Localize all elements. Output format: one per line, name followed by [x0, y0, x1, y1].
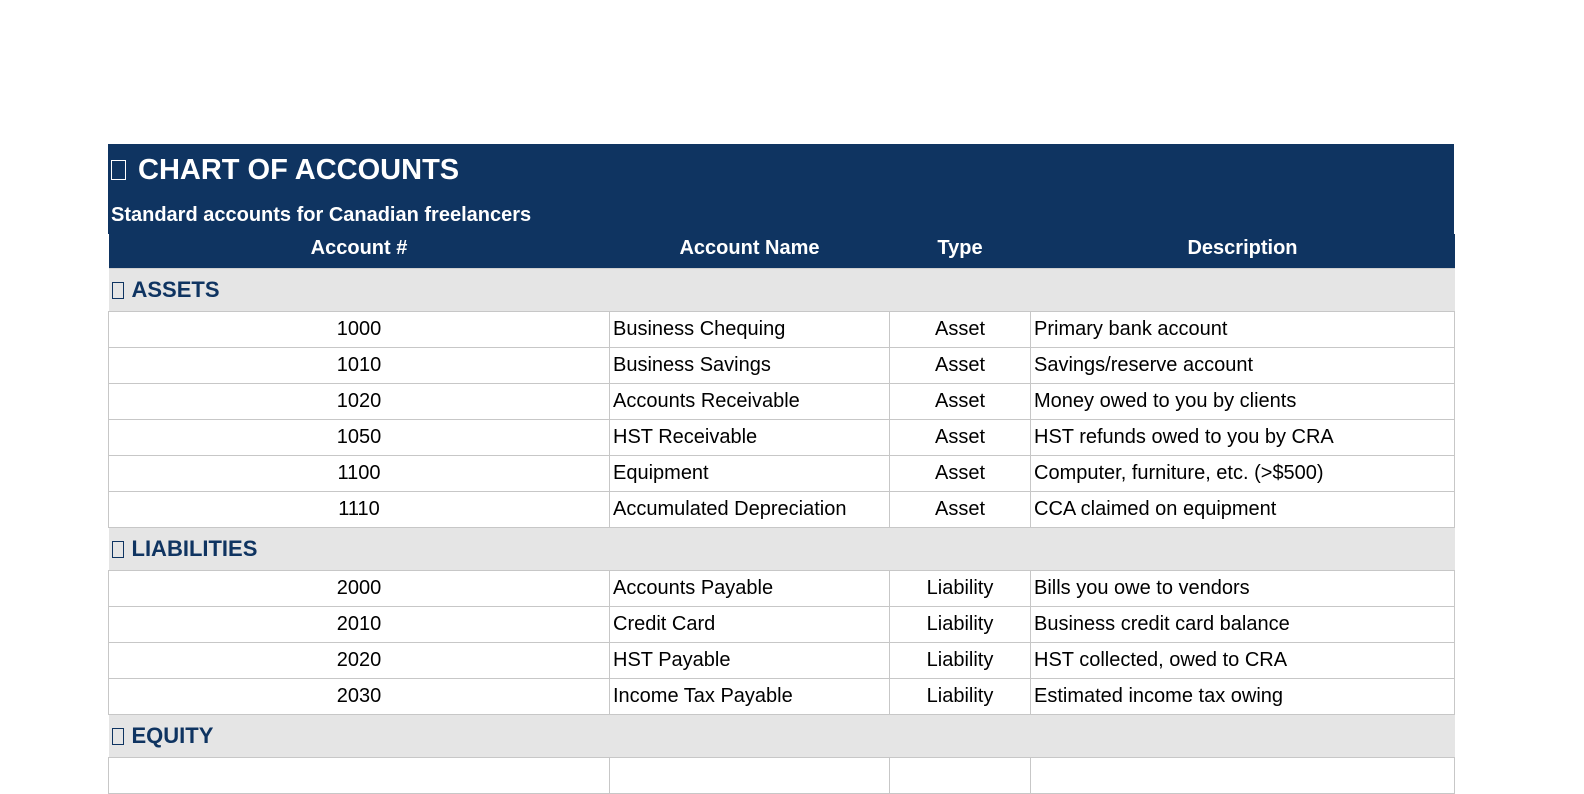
account-type-cell[interactable]: Asset: [890, 347, 1031, 383]
section-header-assets[interactable]: [109, 268, 1455, 311]
account-number-cell[interactable]: 2030: [109, 678, 610, 714]
section-label-cell[interactable]: [109, 527, 1455, 570]
table-row[interactable]: [109, 347, 1455, 383]
table-row[interactable]: [109, 419, 1455, 455]
header-row: [109, 234, 1455, 268]
account-name-cell[interactable]: Credit Card: [610, 606, 890, 642]
account-description-cell[interactable]: Primary bank account: [1031, 311, 1455, 347]
sheet-title-text: CHART OF ACCOUNTS: [138, 153, 460, 186]
account-type-cell[interactable]: Asset: [890, 419, 1031, 455]
sheet-title: [108, 144, 1454, 196]
account-name-cell[interactable]: Accounts Receivable: [610, 383, 890, 419]
account-name-cell[interactable]: Income Tax Payable: [610, 678, 890, 714]
account-number-cell[interactable]: 1020: [109, 383, 610, 419]
account-description-cell[interactable]: HST collected, owed to CRA: [1031, 642, 1455, 678]
sheet-subtitle: Standard accounts for Canadian freelancers: [111, 203, 532, 226]
section-label: ASSETS: [131, 276, 220, 302]
table-row[interactable]: [109, 606, 1455, 642]
account-number-cell[interactable]: 2010: [109, 606, 610, 642]
accounts-table: [108, 234, 1455, 794]
account-type-cell[interactable]: Asset: [890, 311, 1031, 347]
title-band: [108, 144, 1454, 234]
account-type-cell[interactable]: Asset: [890, 491, 1031, 527]
account-name-cell[interactable]: Equipment: [610, 455, 890, 491]
table-row[interactable]: [109, 570, 1455, 606]
col-header-account-name[interactable]: Account Name: [610, 234, 890, 268]
table-row[interactable]: [109, 491, 1455, 527]
account-number-cell[interactable]: 2000: [109, 570, 610, 606]
missing-glyph-icon: [112, 541, 124, 558]
table-row[interactable]: [109, 455, 1455, 491]
section-label: EQUITY: [131, 722, 214, 748]
account-description-cell[interactable]: Bills you owe to vendors: [1031, 570, 1455, 606]
account-description-cell[interactable]: Computer, furniture, etc. (>$500): [1031, 455, 1455, 491]
account-name-cell[interactable]: Business Savings: [610, 347, 890, 383]
missing-glyph-icon: [112, 728, 124, 745]
missing-glyph-icon: [111, 160, 126, 180]
account-number-cell[interactable]: 1110: [109, 491, 610, 527]
account-type-cell[interactable]: [890, 757, 1031, 793]
account-type-cell[interactable]: Liability: [890, 606, 1031, 642]
table-row[interactable]: [109, 757, 1455, 793]
account-description-cell[interactable]: Money owed to you by clients: [1031, 383, 1455, 419]
section-label: LIABILITIES: [131, 535, 258, 561]
account-type-cell[interactable]: Liability: [890, 678, 1031, 714]
account-description-cell[interactable]: HST refunds owed to you by CRA: [1031, 419, 1455, 455]
section-header-liabilities[interactable]: [109, 527, 1455, 570]
account-description-cell[interactable]: Business credit card balance: [1031, 606, 1455, 642]
account-name-cell[interactable]: Business Chequing: [610, 311, 890, 347]
account-name-cell[interactable]: Accounts Payable: [610, 570, 890, 606]
account-number-cell[interactable]: 1100: [109, 455, 610, 491]
account-type-cell[interactable]: Liability: [890, 570, 1031, 606]
missing-glyph-icon: [112, 282, 124, 299]
table-row[interactable]: [109, 678, 1455, 714]
account-type-cell[interactable]: Asset: [890, 383, 1031, 419]
account-type-cell[interactable]: Liability: [890, 642, 1031, 678]
account-type-cell[interactable]: Asset: [890, 455, 1031, 491]
col-header-type[interactable]: Type: [890, 234, 1031, 268]
account-name-cell[interactable]: Accumulated Depreciation: [610, 491, 890, 527]
section-label-cell[interactable]: [109, 268, 1455, 311]
chart-of-accounts-sheet: [108, 144, 1454, 794]
table-row[interactable]: [109, 383, 1455, 419]
account-number-cell[interactable]: 1050: [109, 419, 610, 455]
account-name-cell[interactable]: HST Payable: [610, 642, 890, 678]
account-description-cell[interactable]: [1031, 757, 1455, 793]
section-label-cell[interactable]: [109, 714, 1455, 757]
account-number-cell[interactable]: 1010: [109, 347, 610, 383]
account-description-cell[interactable]: Savings/reserve account: [1031, 347, 1455, 383]
account-description-cell[interactable]: Estimated income tax owing: [1031, 678, 1455, 714]
col-header-account-number[interactable]: Account #: [109, 234, 610, 268]
section-header-equity[interactable]: [109, 714, 1455, 757]
account-name-cell[interactable]: HST Receivable: [610, 419, 890, 455]
table-row[interactable]: [109, 311, 1455, 347]
col-header-description[interactable]: Description: [1031, 234, 1455, 268]
account-number-cell[interactable]: 1000: [109, 311, 610, 347]
account-name-cell[interactable]: [610, 757, 890, 793]
table-row[interactable]: [109, 642, 1455, 678]
account-number-cell[interactable]: [109, 757, 610, 793]
account-description-cell[interactable]: CCA claimed on equipment: [1031, 491, 1455, 527]
account-number-cell[interactable]: 2020: [109, 642, 610, 678]
